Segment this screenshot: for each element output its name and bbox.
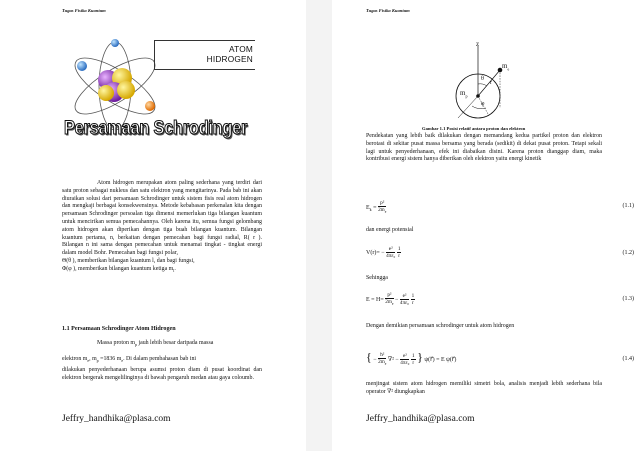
eq3-num: p² (385, 292, 393, 299)
eq4-den-text: 2m (378, 359, 385, 366)
s1-line2 (62, 356, 262, 365)
s1-line1-sub: p (134, 342, 137, 348)
eq4-number: (1.4) (622, 356, 634, 362)
equation-1-4 (366, 350, 456, 367)
eq1-number: (1.1) (622, 203, 634, 209)
eq4-den2: r (412, 360, 415, 367)
eq1-lhs: E (366, 204, 370, 211)
eq3-den1: 4πε₀ (399, 300, 410, 307)
eq4-den-sub: e (384, 362, 387, 367)
mp-sub: p (465, 93, 468, 99)
intro-theta-text: Θ(θ ), memberikan bilangan kuantum l, dan bagi fungsi, (62, 257, 195, 264)
eq2-num1: e² (386, 246, 395, 253)
eq1-den-sub: e (384, 210, 387, 215)
eq2-number: (1.2) (622, 250, 634, 256)
equation-1-3 (366, 292, 415, 307)
intro-phi-text: Φ(φ ), memberikan bilangan kuantum ketiga m (62, 265, 174, 272)
equation-1-2 (366, 246, 401, 259)
eq2-den2: r (398, 253, 400, 259)
s1-line2-end: . Di dalam pembahasan bab ini (123, 355, 197, 362)
s1-rest: dilakukan penyederhanaan berupa asumsi proton diam di pusat koordinat dan elektron bergerak mengelilinginya di bawah pengaruh medan atau gaya coloumb. (62, 366, 262, 381)
eq4-den (378, 359, 386, 367)
page-right (332, 0, 638, 451)
eq4-minus: − (373, 357, 377, 363)
intro-text: Atom hidrogen merupakan atom paling sederhana yang terdiri dari satu proton sebagai nukleus dan satu elektron yang mengitarinya. Pada bab ini akan diuraikan solusi dari persamaan Schrodinger untuk sistem fisis real atom hidrogen dan mengkaji berbagai konsekwensinya. Metode kebabasan perkenalan kita dengan persamaan Schrodinger persoalan tiga dimensi memerlukan tiga bilangan kuantum untuk mencirikan semua pemecahannya. Oleh karena itu, semua fungsi gelombang atom hidrogen akan diperikan dengan tiga buah bilangan kuantum. Bilangan kuantum pertama, n, berkaitan dengan pemecahan bagi fungsi radial, R( r ). Bilangan n ini sama dengan pemecahan untuk menamai tingkat - tingkat energi dalam model Bohr. Pemecahan bagi fungsi polar, (62, 180, 262, 257)
equation-1-1: $E_k$ = $\frac{\text{p²}}{2m_e}$ (366, 200, 387, 215)
eq3-den2: r (412, 300, 414, 307)
eq1-num: p² (378, 200, 386, 207)
page-left (0, 0, 306, 451)
para3: Sehingga (366, 275, 388, 281)
me-label (502, 62, 509, 71)
page-header: Tugas Fisika Kuantum (366, 8, 410, 13)
eq3-frac2 (411, 293, 416, 306)
eq3-den-text: 2m (385, 299, 392, 305)
eq4-nabla: ∇² − (387, 357, 399, 363)
eq1-lhs-sub: k (369, 207, 372, 213)
eq4-num: ħ² (378, 352, 386, 359)
theta-label: θ (481, 76, 484, 82)
eq3-den-sub: e (391, 302, 394, 307)
figure-caption: Gambar 1.1 Posisi relatif antara proton dan elektron (422, 126, 526, 131)
me-text: m (502, 62, 508, 70)
eq2-num2: 1 (397, 246, 401, 252)
para5: menjingat sistem atom hidrogen memiliki simetri bola, analisis menjadi lebih sederhana bila operator ∇² diungkapkan (366, 381, 602, 395)
me-sub: e (507, 66, 510, 72)
eq4-den1: 4πε₀ (400, 360, 410, 367)
s1-line2-sub2: p (96, 358, 99, 364)
chapter-title-line1: ATOM (228, 44, 253, 54)
page-header: Tugas Fisika Kuantum (62, 8, 106, 13)
page-footer-email: Jeffry_handhika@plasa.com (366, 414, 475, 424)
z-axis-label: z (476, 40, 480, 48)
chapter-title-box (154, 40, 255, 70)
chapter-title-line2: HIDROGEN (206, 54, 253, 64)
s1-line2-b: , m (89, 355, 97, 362)
eq4-frac2 (411, 353, 416, 366)
s1-line1 (62, 340, 262, 349)
eq4-frac1 (400, 353, 409, 366)
s1-line2-text: elektron m (62, 355, 88, 362)
eq2-den1: 4πε₀ (386, 253, 396, 259)
eq4-brace-close: } (417, 350, 423, 364)
s1-line1-end: jauh lebih besar daripada massa (136, 340, 214, 346)
eq3-num1: e² (400, 293, 409, 300)
s1-line1-text: Massa proton m (97, 340, 135, 346)
eq3-lhs: E = H= (366, 296, 384, 303)
mp-text: m (460, 89, 466, 97)
eq2-frac2 (397, 246, 402, 259)
eq3-frac1 (400, 293, 409, 306)
eq3-den (385, 299, 393, 307)
eq4-frac0 (378, 352, 386, 367)
para2: dan energi potensial (366, 227, 414, 233)
eq3-frac0 (385, 292, 393, 307)
eq1-den (378, 207, 386, 215)
para1: Pendekatan yang lebih baik dilakukan dengan memandang kedua partikel proton dan elektron berotasi di sekitar pusat massa bersama yang berada (sedikit) di dekat pusat proton. Tetapi sekali lagi untuk penyederhanaan, efek ini diabaikan disini. Karena proton dianggap diam, maka kontribusi energi sistem hanya diberikan oleh elektron yaitu energi kinetik (366, 133, 602, 163)
section-big-title: Persamaan Schrodinger (64, 117, 248, 139)
eq2-frac1 (386, 246, 395, 259)
page-footer-email: Jeffry_handhika@plasa.com (62, 414, 171, 424)
s1-line2-c: =1836 m (98, 355, 122, 362)
eq4-rhs: ψ(r⃗) = E ψ(r⃗) (424, 357, 457, 363)
eq1-fraction (378, 200, 386, 215)
intro-paragraph: Atom hidrogen merupakan atom paling sederhana yang terdiri dari satu proton sebagai nukleus dan satu elektron yang mengitarinya. Pada bab ini akan diuraikan solusi dari persamaan Schrodinger untuk sistem fisis real atom hidrogen dan mengkaji berbagai konsekwensinya. Metode kebabasan perkenalan kita dengan persamaan Schrodinger persoalan tiga dimensi memerlukan tiga bilangan kuantum untuk mencirikan semua pemecahannya. Oleh karena itu, semua fungsi gelombang atom hidrogen akan diperikan dengan tiga buah bilangan kuantum. Bilangan kuantum pertama, n, berkaitan dengan pemecahan bagi fungsi radial, R( r ). Bilangan n ini sama dengan pemecahan untuk menamai tingkat - tingkat energi dalam model Bohr. Pemecahan bagi fungsi polar, Θ(θ ), memberikan bilangan kuantum l, dan bagi fungsi, Φ(φ ), memberikan bilangan kuantum ketiga $m_l$. (62, 180, 262, 273)
eq2-lhs: V(r)= − (366, 249, 385, 256)
section-heading-1-1: 1.1 Persamaan Schrodinger Atom Hidrogen (62, 326, 176, 332)
mp-label (460, 89, 467, 98)
eq4-brace-open: { (366, 350, 372, 364)
r-label: r (490, 80, 492, 86)
eq4-num2: 1 (411, 353, 415, 360)
eq3-number: (1.3) (622, 296, 634, 302)
eq1-den-text: 2m (378, 207, 385, 213)
section-paragraph (62, 340, 262, 383)
eq3-num2: 1 (411, 293, 415, 300)
phi-label: φ (481, 101, 485, 107)
s1-line2-sub: e (87, 358, 90, 364)
intro-phi-sub: l (173, 267, 175, 273)
page-gutter (306, 0, 332, 451)
eq3-minus: − (395, 296, 399, 303)
s1-line2-sub3: e (121, 358, 124, 364)
para4: Dengan demikian persamaan schrodinger untuk atom hidrogen (366, 323, 515, 329)
eq4-num1: e² (400, 353, 409, 360)
